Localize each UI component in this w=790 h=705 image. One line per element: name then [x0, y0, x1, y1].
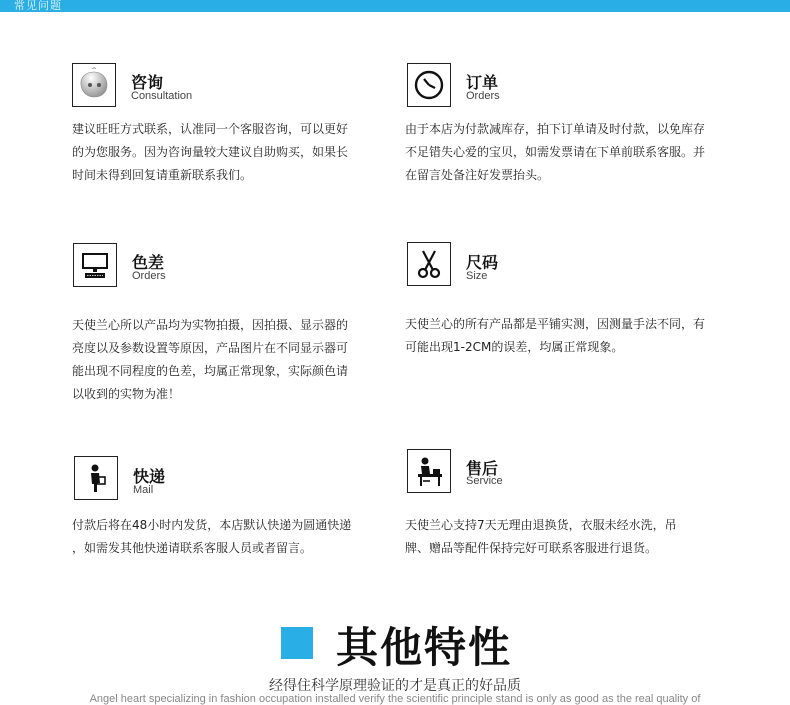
section-title: 色差	[132, 253, 165, 272]
section-subtitle: Orders	[466, 90, 500, 102]
section-subtitle: Mail	[133, 484, 154, 496]
top-bar-label: 常见问题	[14, 0, 62, 12]
section-title: 咨询	[131, 73, 164, 92]
section-title: 订单	[466, 73, 499, 92]
description-line: 建议旺旺方式联系，认准同一个客服咨询，可以更好	[72, 122, 349, 136]
description-line: ，如需发其他快递请联系客服人员或者留言。	[72, 541, 313, 555]
description-line: 可能出现1-2CM的误差，均属正常现象。	[405, 340, 624, 354]
description-line: 天使兰心的所有产品都是平铺实测，因测量手法不同，有	[405, 317, 706, 331]
monitor-icon	[73, 243, 117, 287]
section-subtitle: Orders	[132, 270, 166, 282]
chat-bubble-icon	[72, 63, 116, 107]
other-features-subheading: 经得住科学原理验证的才是真正的好品质	[269, 678, 521, 694]
section-description	[72, 514, 351, 560]
description-line: 在留言处备注好发票抬头。	[405, 168, 550, 182]
heading-square-marker	[281, 627, 313, 659]
section-title: 尺码	[466, 253, 499, 272]
scissors-icon	[407, 242, 451, 286]
section-description	[72, 314, 348, 406]
description-line: 天使兰心支持7天无理由退换货，衣服未经水洗，吊	[405, 518, 677, 532]
section-description	[405, 514, 677, 560]
section-subtitle: Service	[466, 475, 503, 487]
description-line: 的为您服务。因为咨询量较大建议自助购买，如果长	[72, 145, 349, 159]
description-line: 牌、赠品等配件保持完好可联系客服进行退货。	[405, 541, 658, 555]
description-line: 以收到的实物为准！	[72, 387, 181, 401]
section-description	[72, 118, 348, 187]
service-desk-icon	[407, 449, 451, 493]
description-line: 时间未得到回复请重新联系我们。	[72, 168, 253, 182]
description-line: 由于本店为付款减库存，拍下订单请及时付款，以免库存	[405, 122, 706, 136]
description-line: 亮度以及参数设置等原因，产品图片在不同显示器可	[72, 341, 349, 355]
section-description	[405, 313, 705, 359]
description-line: 能出现不同程度的色差，均属正常现象，实际颜色请	[72, 364, 349, 378]
other-features-english-line: Angel heart specializing in fashion occupation installed verify the scientific principle stand is only as good as the real quality of	[89, 693, 701, 705]
section-title: 售后	[466, 459, 499, 478]
description-line: 付款后将在48小时内发货，本店默认快递为圆通快递	[72, 518, 352, 532]
courier-icon	[74, 456, 118, 500]
section-description	[405, 118, 705, 187]
section-subtitle: Size	[466, 270, 488, 282]
section-subtitle: Consultation	[131, 90, 193, 102]
other-features-heading: 其他特性	[336, 623, 513, 672]
description-line: 不足错失心爱的宝贝，如需发票请在下单前联系客服。并	[405, 145, 706, 159]
section-title: 快递	[133, 467, 166, 486]
top-bar	[0, 0, 790, 12]
description-line: 天使兰心所以产品均为实物拍摄，因拍摄、显示器的	[72, 318, 349, 332]
clock-icon	[407, 63, 451, 107]
